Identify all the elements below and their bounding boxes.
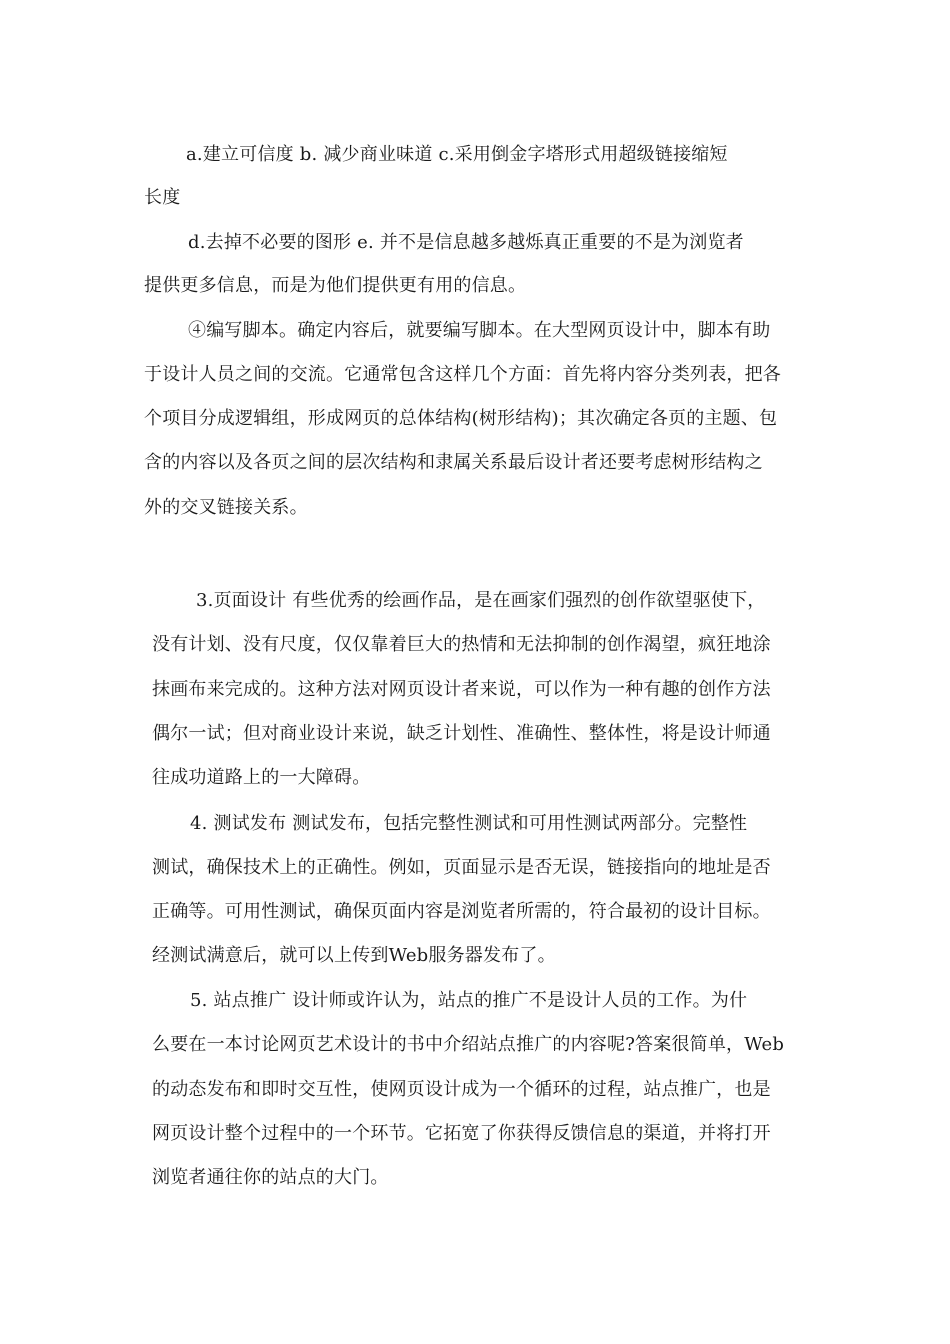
paragraph-line: 于设计人员之间的交流。它通常包含这样几个方面：首先将内容分类列表，把各 [144, 364, 781, 385]
paragraph-line: 3.页面设计 有些优秀的绘画作品，是在画家们强烈的创作欲望驱使下， [196, 590, 766, 611]
paragraph-line: 偶尔一试；但对商业设计来说，缺乏计划性、准确性、整体性，将是设计师通 [152, 723, 771, 744]
paragraph-line: 4. 测试发布 测试发布，包括完整性测试和可用性测试两部分。完整性 [190, 813, 748, 834]
paragraph-line: 5. 站点推广 设计师或许认为，站点的推广不是设计人员的工作。为什 [190, 990, 748, 1011]
paragraph-line: 长度 [144, 187, 181, 208]
paragraph-line: 经测试满意后，就可以上传到Web服务器发布了。 [152, 945, 556, 966]
paragraph-line: 个项目分成逻辑组，形成网页的总体结构(树形结构)；其次确定各页的主题、包 [144, 408, 778, 429]
paragraph-line: 没有计划、没有尺度，仅仅靠着巨大的热情和无法抑制的创作渴望，疯狂地涂 [152, 634, 771, 655]
paragraph-line: 测试，确保技术上的正确性。例如，页面显示是否无误，链接指向的地址是否 [152, 857, 771, 878]
paragraph-line: 外的交叉链接关系。 [144, 497, 308, 518]
paragraph-line: 正确等。可用性测试，确保页面内容是浏览者所需的，符合最初的设计目标。 [152, 901, 771, 922]
paragraph-line: 抹画布来完成的。这种方法对网页设计者来说，可以作为一种有趣的创作方法 [152, 679, 771, 700]
paragraph-line: a.建立可信度 b. 减少商业味道 c.采用倒金字塔形式用超级链接缩短 [186, 144, 728, 165]
paragraph-line: 么要在一本讨论网页艺术设计的书中介绍站点推广的内容呢?答案很简单，Web [152, 1034, 785, 1055]
paragraph-line: ④编写脚本。确定内容后，就要编写脚本。在大型网页设计中，脚本有助 [188, 320, 771, 341]
paragraph-line: 提供更多信息，而是为他们提供更有用的信息。 [144, 275, 527, 296]
paragraph-line: 往成功道路上的一大障碍。 [152, 767, 371, 788]
paragraph-line: d.去掉不必要的图形 e. 并不是信息越多越烁真正重要的不是为浏览者 [188, 232, 744, 253]
paragraph-line: 网页设计整个过程中的一个环节。它拓宽了你获得反馈信息的渠道，并将打开 [152, 1123, 771, 1144]
paragraph-line: 浏览者通往你的站点的大门。 [152, 1167, 389, 1188]
paragraph-line: 含的内容以及各页之间的层次结构和隶属关系最后设计者还要考虑树形结构之 [144, 452, 763, 473]
paragraph-line: 的动态发布和即时交互性，使网页设计成为一个循环的过程，站点推广，也是 [152, 1079, 771, 1100]
